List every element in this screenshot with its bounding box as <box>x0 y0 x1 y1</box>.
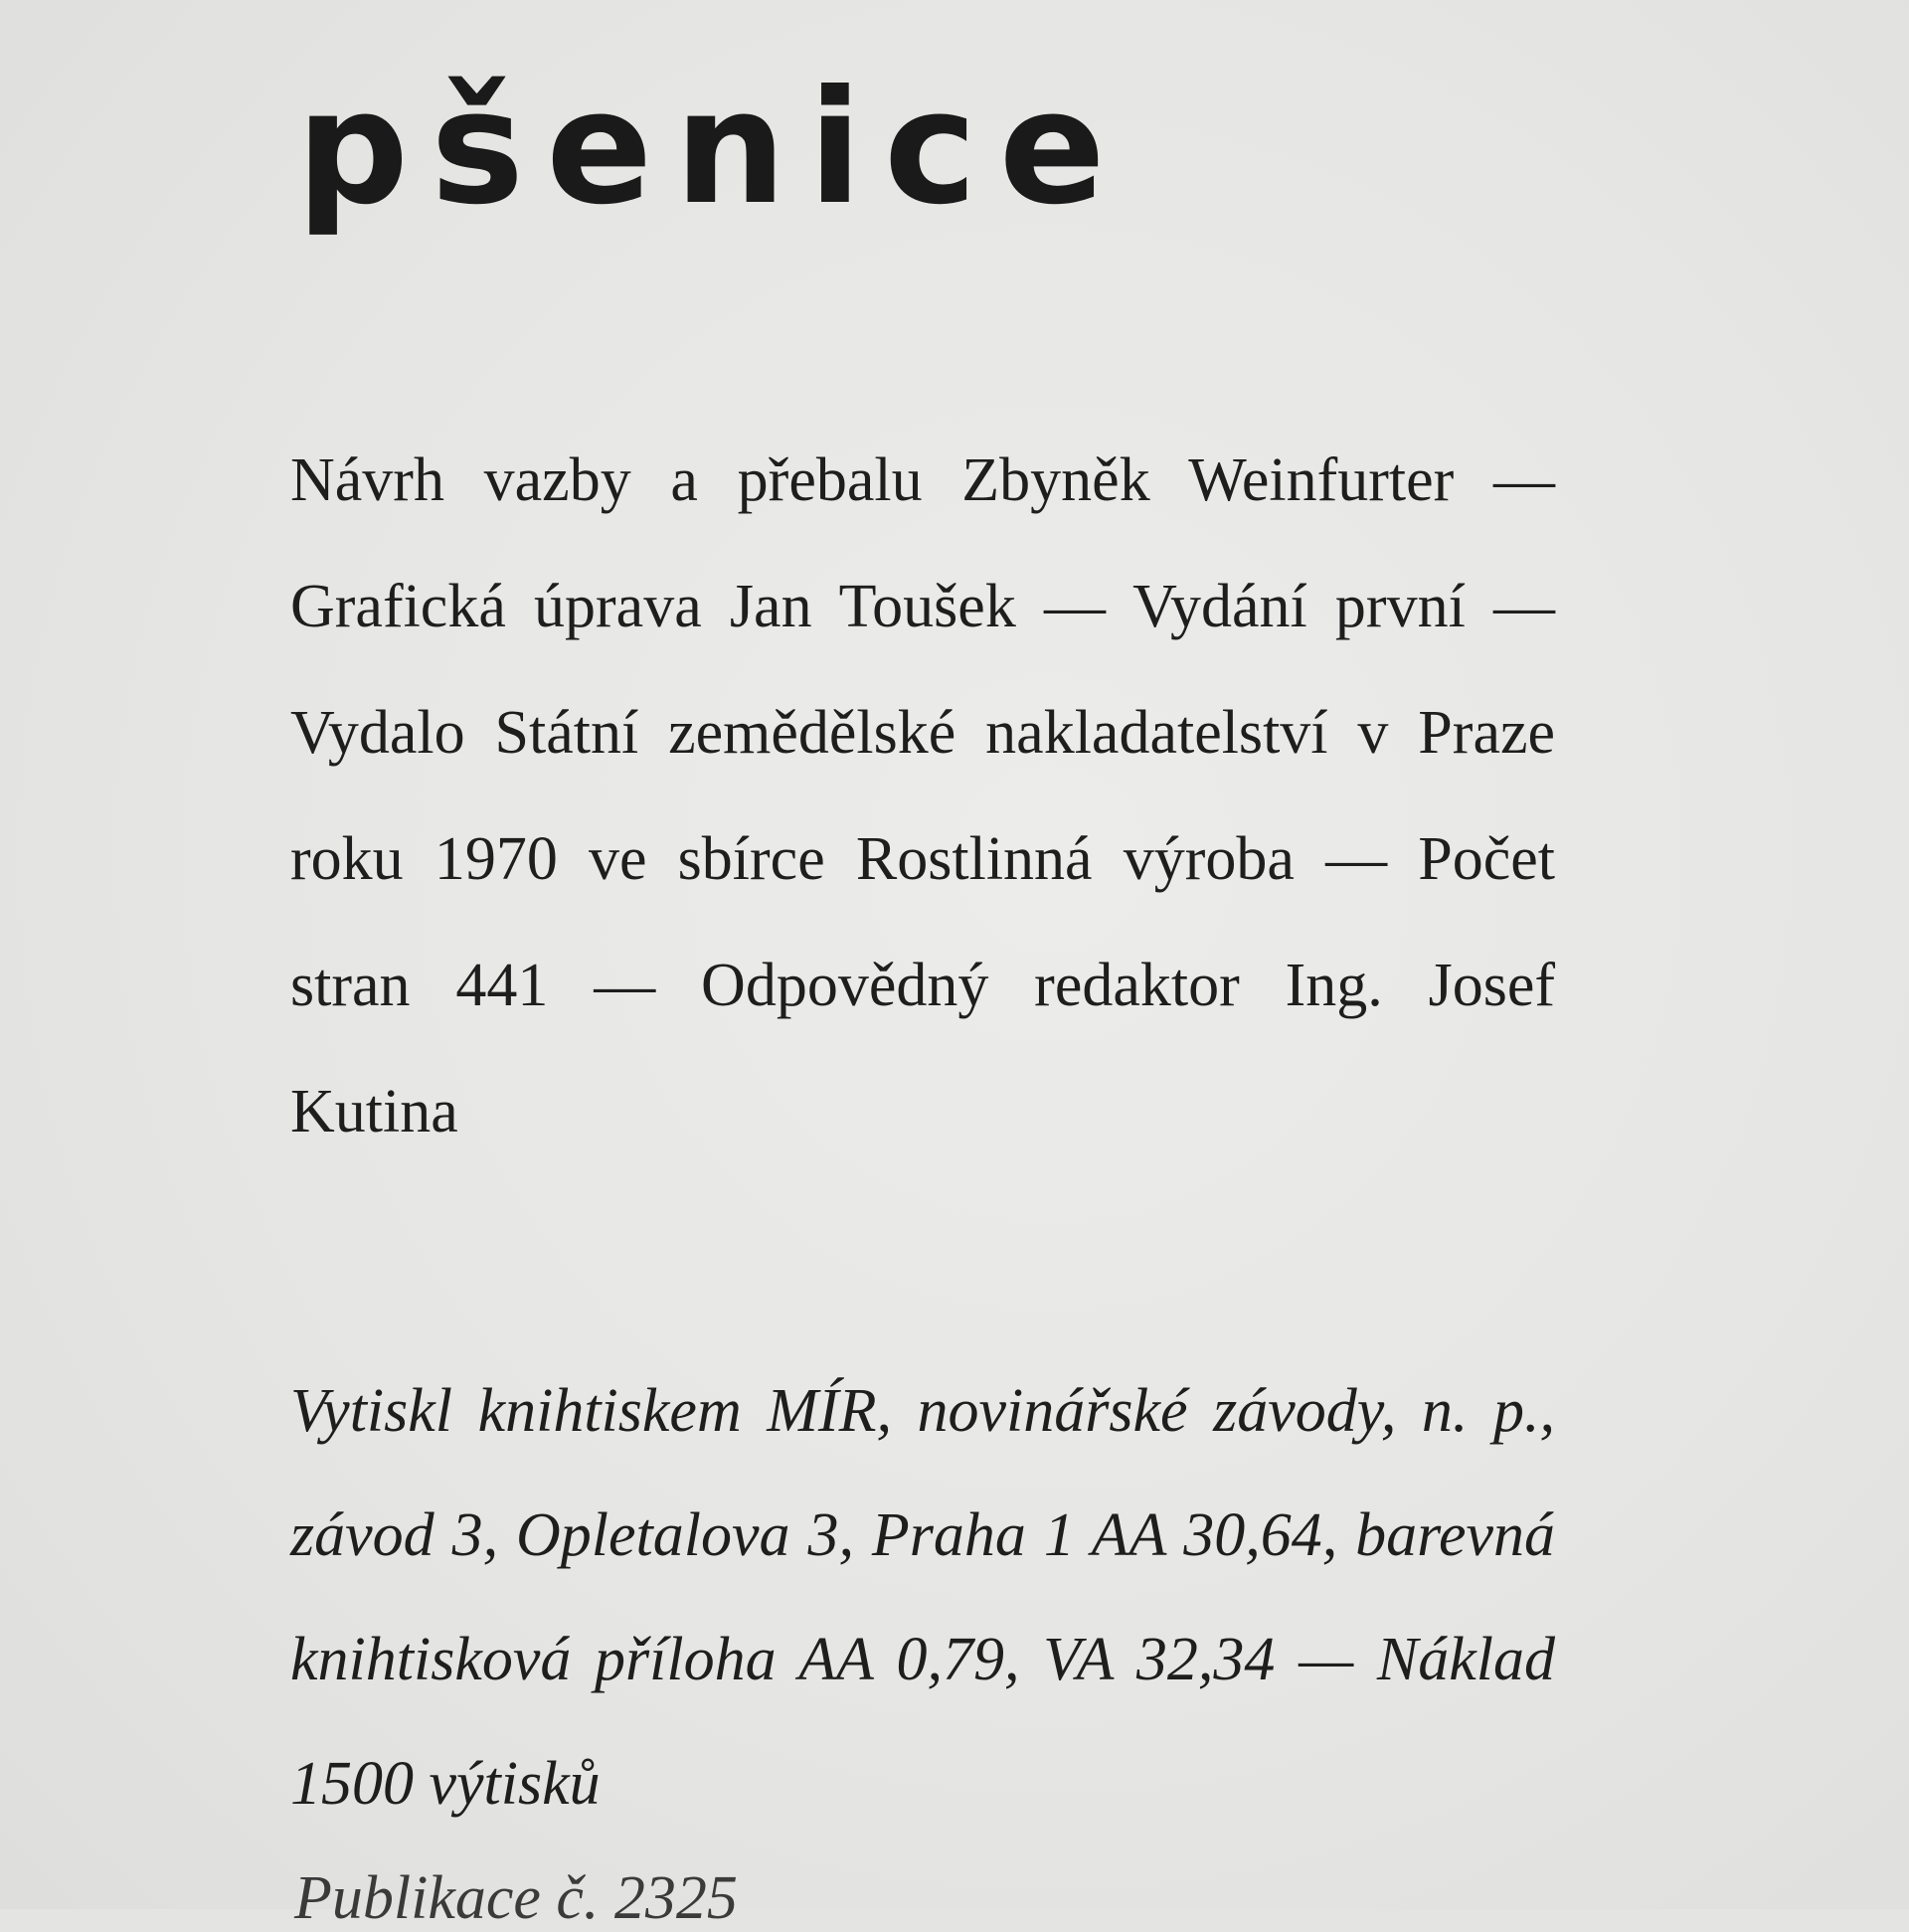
page-title: pšenice <box>296 57 1128 240</box>
colophon-text: Návrh vazby a přebalu Zbyněk Weinfurter — Grafická úprava Jan Toušek — Vydání první — Vydalo Státní zemědělské nakladatelství v Praze roku 1970 ve sbírce Rostlinná výroba — Počet stran 441 — Odpovědný redaktor Ing. Josef Kutina <box>290 446 1555 1145</box>
publication-number-cutoff: Publikace č. 2325 <box>294 1864 738 1932</box>
printer-imprint: Vytiskl knihtiskem MÍR, novinářské závody, n. p., závod 3, Opletalova 3, Praha 1 AA 30,64, barevná knihtisková příloha AA 0,79, VA 32,34 — Náklad 1500 výtisků <box>290 1377 1555 1818</box>
